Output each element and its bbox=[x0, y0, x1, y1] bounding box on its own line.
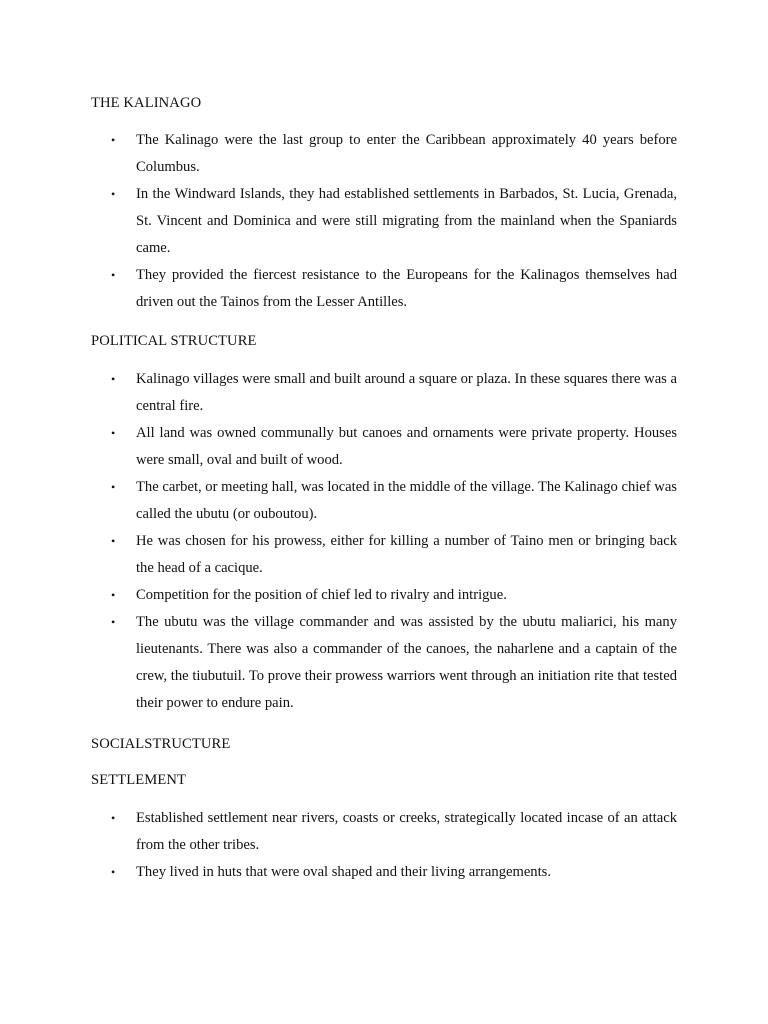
list-item bbox=[91, 582, 677, 609]
list-item-text: The carbet, or meeting hall, was located in the middle of the village. The Kalinago chief was called the ubutu (or ouboutou). bbox=[136, 479, 677, 522]
bullet-icon: • bbox=[111, 187, 116, 201]
political-bullet-list bbox=[91, 366, 677, 717]
bullet-icon: • bbox=[111, 588, 116, 602]
bullet-icon: • bbox=[111, 811, 116, 825]
list-item-text: In the Windward Islands, they had established settlements in Barbados, St. Lucia, Grenada, St. Vincent and Dominica and were still migrating from the mainland when the Spaniards came. bbox=[136, 186, 677, 256]
kalinago-bullet-list bbox=[91, 127, 677, 316]
bullet-icon: • bbox=[111, 268, 116, 282]
bullet-icon: • bbox=[111, 480, 116, 494]
bullet-icon: • bbox=[111, 426, 116, 440]
list-item bbox=[91, 366, 677, 420]
list-item bbox=[91, 262, 677, 316]
list-item bbox=[91, 127, 677, 181]
bullet-icon: • bbox=[111, 615, 116, 629]
list-item-text: Established settlement near rivers, coasts or creeks, strategically located incase of an attack from the other tribes. bbox=[136, 810, 677, 853]
list-item-text: Kalinago villages were small and built around a square or plaza. In these squares there was a central fire. bbox=[136, 371, 677, 414]
heading-the-kalinago: THE KALINAGO bbox=[91, 95, 202, 111]
list-item-text: The Kalinago were the last group to enter the Caribbean approximately 40 years before Columbus. bbox=[136, 132, 677, 175]
bullet-icon: • bbox=[111, 865, 116, 879]
list-item-text: The ubutu was the village commander and was assisted by the ubutu maliarici, his many lieutenants. There was also a commander of the canoes, the naharlene and a captain of the crew, the tiubutuil. To prove their prowess warriors went through an initiation rite that tested their power to endure pain. bbox=[136, 614, 677, 711]
list-item bbox=[91, 805, 677, 859]
list-item-text: He was chosen for his prowess, either for killing a number of Taino men or bringing back the head of a cacique. bbox=[136, 533, 677, 576]
heading-political-structure: POLITICAL STRUCTURE bbox=[91, 333, 257, 349]
list-item-text: They provided the fiercest resistance to the Europeans for the Kalinagos themselves had driven out the Tainos from the Lesser Antilles. bbox=[136, 267, 677, 310]
bullet-icon: • bbox=[111, 133, 116, 147]
list-item bbox=[91, 859, 677, 886]
list-item bbox=[91, 420, 677, 474]
list-item bbox=[91, 609, 677, 717]
list-item-text: Competition for the position of chief led to rivalry and intrigue. bbox=[136, 587, 507, 603]
bullet-icon: • bbox=[111, 534, 116, 548]
list-item-text: They lived in huts that were oval shaped and their living arrangements. bbox=[136, 864, 551, 880]
list-item bbox=[91, 528, 677, 582]
settlement-bullet-list bbox=[91, 805, 677, 886]
bullet-icon: • bbox=[111, 372, 116, 386]
heading-social-structure: SOCIALSTRUCTURE bbox=[91, 736, 231, 752]
heading-settlement: SETTLEMENT bbox=[91, 772, 187, 788]
list-item-text: All land was owned communally but canoes and ornaments were private property. Houses were small, oval and built of wood. bbox=[136, 425, 677, 468]
list-item bbox=[91, 474, 677, 528]
list-item bbox=[91, 181, 677, 262]
